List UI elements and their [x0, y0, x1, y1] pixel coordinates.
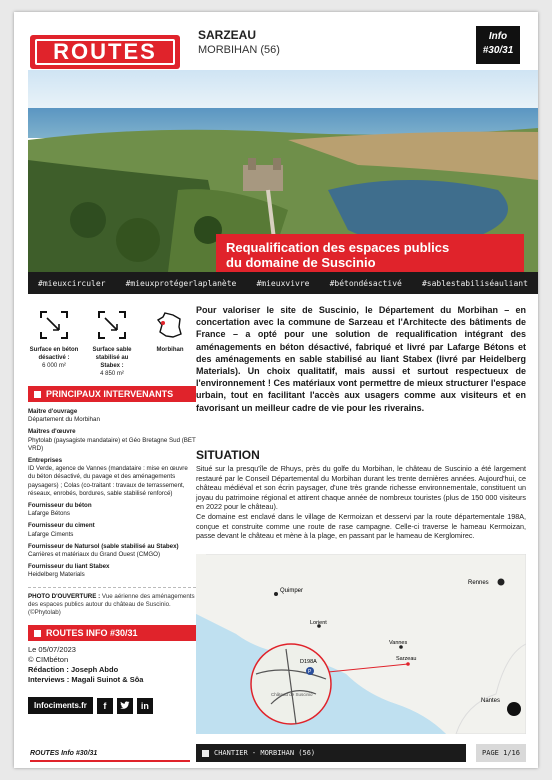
square-bullet-icon [34, 391, 41, 398]
intervenants-heading-label: PRINCIPAUX INTERVENANTS [46, 389, 174, 399]
intervenant-item [28, 457, 196, 498]
footer-rule [30, 760, 190, 762]
intervenants-list [28, 408, 196, 580]
intervenant-role: Fournisseur de Natursol (sable stabilisé au Stabex) [28, 542, 179, 550]
linkedin-icon[interactable]: in [137, 698, 153, 714]
castle-label: Château de Suscinio [271, 692, 313, 697]
intervenants-heading [28, 386, 196, 402]
footer-publication: ROUTES Info #30/31 [30, 750, 98, 757]
interviews-label: Interviews : [28, 675, 70, 685]
intervenant-desc: Département du Morbihan [28, 416, 100, 424]
photo-credit-text: Vue aérienne des aménagements des espaces publics autour du château de Suscinio. (©Phytolab) [28, 592, 195, 617]
intervenant-item [28, 563, 196, 579]
intervenant-item [28, 428, 196, 453]
city-label: Vannes [389, 640, 408, 646]
intervenant-role: Maîtres d'œuvre [28, 428, 76, 436]
intervenant-role: Fournisseur du béton [28, 502, 92, 510]
situation-text [196, 464, 526, 541]
intro-paragraph: Pour valoriser le site de Suscinio, le Département du Morbihan – en concertation avec la commune de Sarzeau et l'Architecte des bâtiments de France – a opté pour une solution de requalification intégrant des aménagements en béton désactivé, fabriqué et livré par Lafarge Bétons et des aménagements en sable stabilisé au liant Stabex (livré par Heidelberg Materials). Un choix qualitatif, mais aussi et surtout respectueux de l'environnement ! Ces matériaux vont permettre de mieux structurer l'espace urbain, tout en facilitant l'accès aux usagers comme aux visiteurs et en favorisant un meilleur cadre de vie pour les riverains. [196, 305, 526, 413]
city-label: Sarzeau [396, 656, 417, 662]
situation-heading: SITUATION [196, 448, 260, 462]
area-measure-icon [97, 310, 127, 340]
article-title-line-1: Requalification des espaces publics [226, 240, 450, 255]
routes-info-heading [28, 625, 196, 641]
city-marker [507, 702, 521, 716]
stat-value: 4 850 m² [100, 371, 124, 377]
intervenant-desc: Lafarge Ciments [28, 530, 74, 538]
routes-info-heading-label: ROUTES INFO #30/31 [46, 628, 138, 639]
redaction-author: Joseph Abdo [70, 665, 119, 675]
hashtag[interactable]: #mieuxcirculer [38, 278, 106, 288]
location-city: SARZEAU [198, 28, 257, 42]
city-marker [498, 579, 505, 586]
article-title-line-2: du domaine de Suscinio [226, 255, 376, 270]
publication-info [28, 645, 196, 685]
square-bullet-icon [34, 630, 41, 637]
location-region: MORBIHAN (56) [198, 44, 280, 56]
redaction-label: Rédaction : [28, 665, 69, 675]
redaction-line [28, 665, 196, 675]
divider [28, 587, 196, 588]
photo-credit-label: PHOTO D'OUVERTURE : [28, 592, 101, 600]
hashtag[interactable]: #mieuxvivre [256, 278, 310, 288]
svg-text:P: P [308, 669, 312, 675]
copyright: © CIMbéton [28, 655, 69, 665]
city-label: Quimper [280, 588, 304, 594]
intervenant-role: Maître d'ouvrage [28, 408, 78, 415]
city-marker [274, 592, 278, 596]
social-links [28, 697, 196, 714]
info-badge-label: Info [488, 31, 508, 42]
intervenant-role: Fournisseur du liant Stabex [28, 563, 110, 571]
intervenant-item [28, 502, 196, 518]
info-badge [476, 26, 520, 64]
intervenant-desc: ID Verde, agence de Vannes (mandataire : mise en œuvre du béton désactivé, du pavage et des aménagements paysagers) ; Colas (co-traitant : travaux de terrassement, réseaux, enrobés, bordures, sable stabilisé renforcé) [28, 465, 188, 497]
facebook-icon[interactable]: f [97, 698, 113, 714]
intervenant-item [28, 408, 196, 424]
france-map-icon [155, 310, 185, 340]
area-measure-icon [39, 310, 69, 340]
situation-paragraph: Ce domaine est enclavé dans le village de Kermoizan et desservi par la route départementale 198A, conçue et construite comme une route de rase campagne. Celle-ci traverse le hameau Kermoizan, passe devant le château et mène à la plage, en passant par le hameau de Kerglomirec. [196, 511, 526, 541]
info-badge-number: #30/31 [482, 45, 514, 56]
stat-sable-surface [86, 306, 138, 386]
stat-beton-surface [28, 306, 80, 386]
stat-region [144, 306, 196, 386]
hashtag-bar [28, 272, 538, 294]
stat-label: Morbihan [156, 347, 184, 353]
page-number: PAGE 1/16 [476, 744, 526, 762]
infociments-link[interactable]: Infociments.fr [28, 697, 93, 714]
interviews-authors: Magali Suinot & Sôa [71, 675, 144, 685]
intervenant-item [28, 522, 196, 538]
intervenant-desc: Carrières et matériaux du Grand Ouest (CMGO) [28, 551, 161, 559]
stat-value: 6 000 m² [42, 363, 66, 369]
photo-credit [28, 593, 196, 618]
sidebar [28, 306, 196, 714]
key-figures [28, 306, 196, 386]
page [14, 12, 538, 768]
intervenant-role: Entreprises [28, 457, 63, 465]
intervenant-role: Fournisseur du ciment [28, 522, 95, 530]
intervenant-desc: Heidelberg Materials [28, 571, 85, 579]
intervenant-desc: Lafarge Bétons [28, 510, 70, 518]
location-map [196, 554, 526, 734]
footer-section-label: CHANTIER - MORBIHAN (56) [214, 749, 316, 757]
situation-paragraph: Situé sur la presqu'île de Rhuys, près du golfe du Morbihan, le château de Suscinio a été largement restauré par le Conseil Départemental du Morbihan durant les trente dernières années. Aujourd'hui, ce château médiéval et son écrin paysager, d'une très grande richesse environnementale, constituent un joyau du patrimoine régional et attirent chaque année de nombreux touristes (plus de 150 000 visiteurs en 2022 pour le château). [196, 464, 526, 512]
stat-label: Surface sable stabilisé au Stabex : [92, 347, 132, 369]
road-label: D198A [300, 659, 317, 665]
city-label: Lorient [310, 620, 327, 626]
hashtag[interactable]: #bétondésactivé [329, 278, 402, 288]
square-bullet-icon [202, 750, 209, 757]
hashtag[interactable]: #sablestabiliséauliant [421, 278, 528, 288]
footer-section [196, 744, 466, 762]
interviews-line [28, 675, 196, 685]
publication-date: Le 05/07/2023 [28, 645, 76, 655]
city-label: Rennes [468, 580, 489, 586]
hashtag[interactable]: #mieuxprotégerlaplanète [125, 278, 237, 288]
city-label: Nantes [481, 698, 501, 704]
logo-text: ROUTES [35, 39, 175, 65]
intervenant-desc: Phytolab (paysagiste mandataire) et Géo Bretagne Sud (BET VRD) [28, 436, 196, 452]
routes-logo [30, 35, 180, 69]
intervenant-item [28, 543, 196, 559]
stat-label: Surface en béton désactivé : [29, 347, 79, 361]
twitter-icon[interactable] [117, 698, 133, 714]
